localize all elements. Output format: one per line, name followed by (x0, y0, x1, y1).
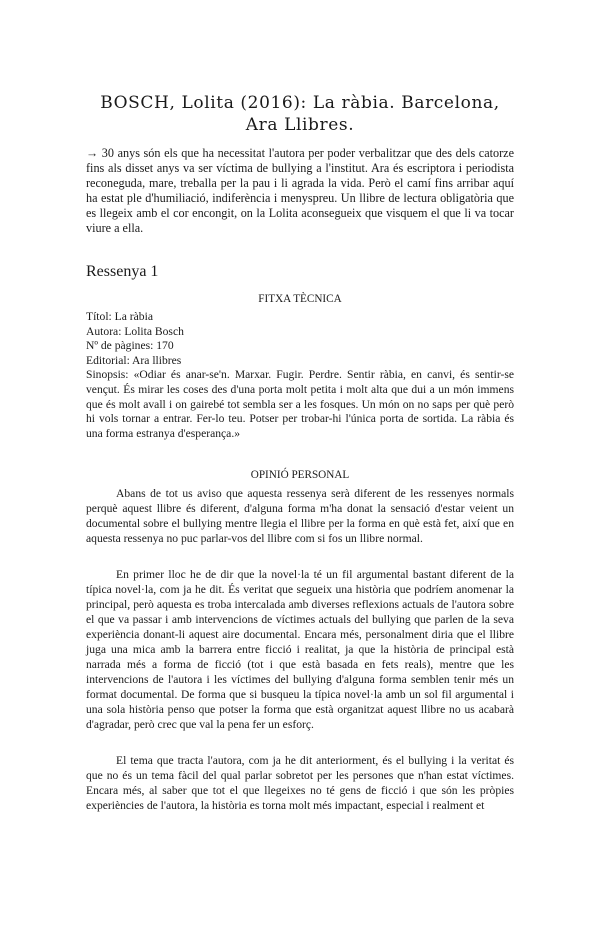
intro-paragraph: → 30 anys són els que ha necessitat l'autora per poder verbalitzar que des dels catorze fins als disset anys va ser víctima de bullying a l'institut. Ara és escriptora i periodista reconeguda, mare, treballa per la pau i li agrada la vida. Però el camí fins arribar aquí ha estat ple d'humiliació, indiferència i menyspreu. Un llibre de lectura obligatòria que es llegeix amb el cor encongit, on la Lolita aconsegueix que visquem el que li va tocar viure a ella. (86, 146, 514, 235)
document-title: BOSCH, Lolita (2016): La ràbia. Barcelona, Ara Llibres. (100, 93, 500, 135)
opinion-paragraph-2: En primer lloc he de dir que la novel·la té un fil argumental bastant diferent de la típica novel·la, com ja he dit. És veritat que segueix una història que podríem anomenar la principal, però aquesta es troba intercalada amb diverses reflexions actuals de l'autora sobre el que va passar i amb intervencions de víctimes actuals del bullying que parlen de la seva experiència donant-li aquest aire documental. Encara més, personalment diria que el llibre juga una mica amb la barrera entre ficció i realitat, ja que la història de principal està narrada més a forma de ficció (tot i que està basada en fets reals), mentre que les intervencions de l'autora i les víctimes del bullying d'alguna forma semblen tenir més un format documental. De forma que si busqueu la típica novel·la amb un sol fil argumental i una sola història penso que potser la forma que està organitzat aquest llibre no us acabarà d'agradar, però crec que val la pena fer un esforç. (86, 568, 514, 732)
document-page (0, 92, 600, 940)
opinion-paragraph-1: Abans de tot us aviso que aquesta ressenya serà diferent de les ressenyes normals perquè aquest llibre és diferent, d'alguna forma m'ha donat la sensació d'estar veient un documental sobre el bullying mentre llegia el llibre per la forma en què està fet, així que en aquesta ressenya no puc parlar-vos del llibre com si fos un llibre normal. (86, 487, 514, 546)
fitxa-tecnica (86, 310, 514, 441)
fitxa-publisher-row: Editorial: Ara llibres (86, 353, 182, 367)
opinion-paragraph-3: El tema que tracta l'autora, com ja he dit anteriorment, és el bullying i la veritat és que no és un tema fàcil del qual parlar sobretot per les persones que n'han estat víctimes. Encara més, al saber que tot el que llegeixes no té gens de ficció i que són les pròpies experiències de l'autora, la història es torna molt més impactant, especial i realment et (86, 754, 514, 813)
fitxa-title-row: Títol: La ràbia (86, 310, 153, 323)
opinion-heading: OPINIÓ PERSONAL (250, 469, 350, 482)
fitxa-pages-row: Nº de pàgines: 170 (86, 339, 174, 353)
review-heading: Ressenya 1 (86, 263, 159, 280)
fitxa-synopsis: Sinopsis: «Odiar és anar-se'n. Marxar. Fugir. Perdre. Sentir ràbia, en canvi, és sentir-se vençut. És mirar les coses des d'una porta molt petita i molt alta que dui a un món immens que és molt avall i on gairebé tot sembla ser a les fosques. Un món on no saps per què però hi vols tornar a entrar. Fer-lo teu. Potser per trobar-hi l'única porta de sortida. La ràbia és una forma estranya d'esperança.» (86, 368, 514, 440)
fitxa-author-row: Autora: Lolita Bosch (86, 324, 184, 338)
fitxa-heading: FITXA TÈCNICA (258, 293, 342, 305)
